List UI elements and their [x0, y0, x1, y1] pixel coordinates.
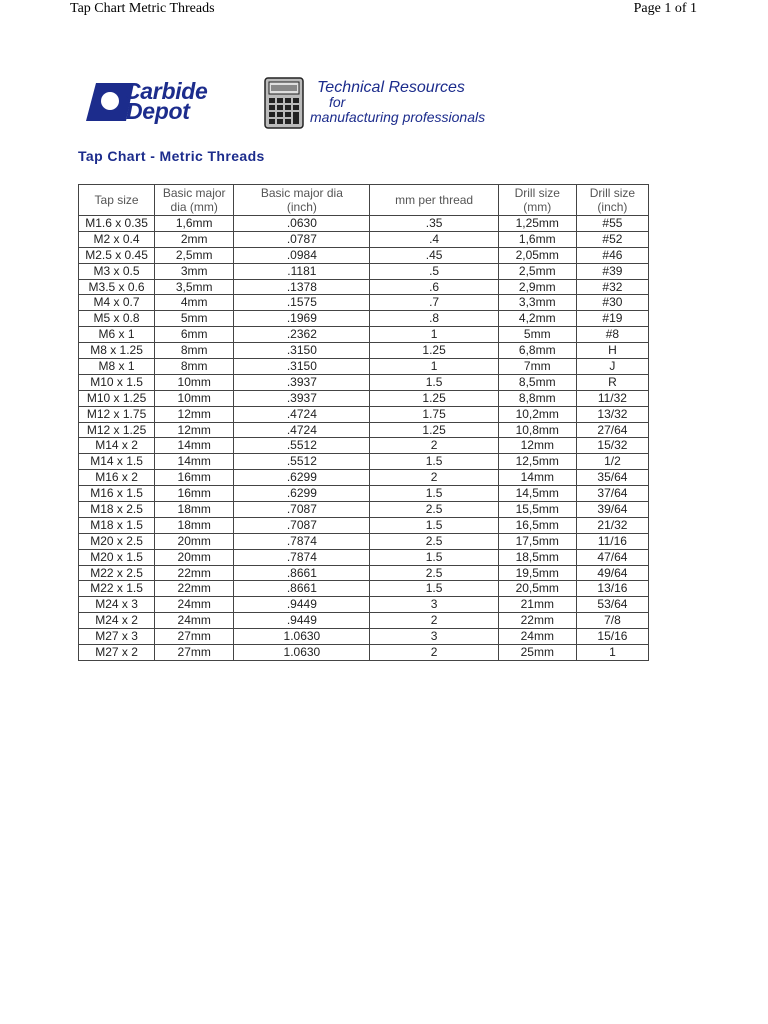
table-cell-basic-major-dia-mm: 14mm: [155, 438, 234, 454]
table-cell-basic-major-dia-inch: .1575: [234, 295, 370, 311]
table-cell-basic-major-dia-inch: .4724: [234, 406, 370, 422]
table-cell-drill-size-mm: 1,25mm: [498, 216, 576, 232]
table-cell-drill-size-inch: 13/32: [576, 406, 648, 422]
table-cell-basic-major-dia-mm: 27mm: [155, 645, 234, 661]
table-cell-mm-per-thread: 3: [370, 629, 498, 645]
column-header-line2: (inch): [597, 200, 628, 214]
table-cell-drill-size-inch: #32: [576, 279, 648, 295]
table-row: [79, 279, 649, 295]
table-cell-tap-size: M20 x 2.5: [79, 533, 155, 549]
table-cell-drill-size-mm: 10,2mm: [498, 406, 576, 422]
table-cell-basic-major-dia-inch: .3150: [234, 343, 370, 359]
table-cell-drill-size-inch: 37/64: [576, 486, 648, 502]
table-cell-mm-per-thread: 2.5: [370, 502, 498, 518]
table-cell-drill-size-inch: 39/64: [576, 502, 648, 518]
table-cell-drill-size-inch: #30: [576, 295, 648, 311]
table-cell-tap-size: M16 x 1.5: [79, 486, 155, 502]
table-cell-mm-per-thread: .5: [370, 263, 498, 279]
table-cell-tap-size: M16 x 2: [79, 470, 155, 486]
table-cell-basic-major-dia-inch: .4724: [234, 422, 370, 438]
table-cell-mm-per-thread: 1.5: [370, 517, 498, 533]
table-cell-basic-major-dia-mm: 18mm: [155, 502, 234, 518]
table-cell-tap-size: M18 x 1.5: [79, 517, 155, 533]
column-header-line2: (mm): [523, 200, 552, 214]
table-cell-tap-size: M2.5 x 0.45: [79, 247, 155, 263]
table-cell-tap-size: M10 x 1.5: [79, 374, 155, 390]
table-cell-drill-size-mm: 8,5mm: [498, 374, 576, 390]
table-cell-drill-size-mm: 6,8mm: [498, 343, 576, 359]
table-cell-drill-size-mm: 18,5mm: [498, 549, 576, 565]
table-cell-mm-per-thread: 2.5: [370, 533, 498, 549]
table-cell-mm-per-thread: 1.25: [370, 422, 498, 438]
table-cell-basic-major-dia-inch: .8661: [234, 581, 370, 597]
table-row: [79, 454, 649, 470]
table-cell-basic-major-dia-mm: 16mm: [155, 486, 234, 502]
table-cell-drill-size-mm: 14mm: [498, 470, 576, 486]
table-cell-mm-per-thread: 2: [370, 438, 498, 454]
table-cell-basic-major-dia-inch: .5512: [234, 454, 370, 470]
column-header-line2: dia (mm): [170, 200, 218, 214]
table-cell-tap-size: M8 x 1: [79, 359, 155, 375]
table-cell-drill-size-mm: 2,5mm: [498, 263, 576, 279]
technical-resources-title: Technical Resources: [317, 79, 465, 96]
table-cell-basic-major-dia-mm: 12mm: [155, 422, 234, 438]
table-cell-mm-per-thread: 1.5: [370, 486, 498, 502]
table-cell-mm-per-thread: 1.5: [370, 454, 498, 470]
table-cell-basic-major-dia-mm: 3mm: [155, 263, 234, 279]
column-header-basic-major-dia-inch: [234, 185, 370, 216]
table-cell-mm-per-thread: .45: [370, 247, 498, 263]
table-cell-basic-major-dia-mm: 16mm: [155, 470, 234, 486]
table-cell-tap-size: M5 x 0.8: [79, 311, 155, 327]
table-cell-tap-size: M1.6 x 0.35: [79, 216, 155, 232]
table-cell-drill-size-inch: 11/32: [576, 390, 648, 406]
table-cell-drill-size-mm: 10,8mm: [498, 422, 576, 438]
table-cell-tap-size: M6 x 1: [79, 327, 155, 343]
technical-resources-for: for: [329, 94, 346, 110]
table-cell-basic-major-dia-mm: 12mm: [155, 406, 234, 422]
table-row: [79, 263, 649, 279]
tap-chart-table: [78, 184, 649, 661]
table-cell-mm-per-thread: 1.25: [370, 390, 498, 406]
table-cell-drill-size-mm: 4,2mm: [498, 311, 576, 327]
column-header-mm-per-thread: [370, 185, 498, 216]
table-row: [79, 359, 649, 375]
table-header-row: [79, 185, 649, 216]
column-header-line1: Basic major: [162, 186, 226, 200]
column-header-line1: Drill size: [514, 186, 560, 200]
table-row: [79, 406, 649, 422]
table-row: [79, 581, 649, 597]
table-cell-mm-per-thread: .7: [370, 295, 498, 311]
table-cell-drill-size-mm: 16,5mm: [498, 517, 576, 533]
table-row: [79, 311, 649, 327]
table-cell-basic-major-dia-inch: .0630: [234, 216, 370, 232]
table-cell-basic-major-dia-mm: 2,5mm: [155, 247, 234, 263]
table-row: [79, 470, 649, 486]
technical-resources-banner: [310, 80, 485, 125]
table-cell-tap-size: M22 x 1.5: [79, 581, 155, 597]
table-cell-basic-major-dia-mm: 10mm: [155, 374, 234, 390]
table-cell-drill-size-inch: #55: [576, 216, 648, 232]
table-cell-drill-size-mm: 24mm: [498, 629, 576, 645]
table-cell-drill-size-inch: 1: [576, 645, 648, 661]
table-cell-tap-size: M14 x 2: [79, 438, 155, 454]
column-header-tap-size: [79, 185, 155, 216]
table-cell-mm-per-thread: 1: [370, 327, 498, 343]
logo-line1: Carbide: [124, 78, 208, 104]
table-cell-drill-size-mm: 2,9mm: [498, 279, 576, 295]
table-cell-drill-size-mm: 14,5mm: [498, 486, 576, 502]
table-cell-tap-size: M20 x 1.5: [79, 549, 155, 565]
table-row: [79, 486, 649, 502]
table-cell-mm-per-thread: 2: [370, 645, 498, 661]
table-cell-drill-size-inch: 7/8: [576, 613, 648, 629]
table-cell-drill-size-mm: 5mm: [498, 327, 576, 343]
table-row: [79, 343, 649, 359]
table-cell-basic-major-dia-mm: 8mm: [155, 359, 234, 375]
table-cell-drill-size-mm: 20,5mm: [498, 581, 576, 597]
column-header-drill-size-inch: [576, 185, 648, 216]
table-cell-drill-size-inch: 1/2: [576, 454, 648, 470]
table-cell-drill-size-inch: 13/16: [576, 581, 648, 597]
table-cell-basic-major-dia-inch: .6299: [234, 486, 370, 502]
table-cell-basic-major-dia-inch: .2362: [234, 327, 370, 343]
table-cell-basic-major-dia-inch: .8661: [234, 565, 370, 581]
table-cell-basic-major-dia-mm: 22mm: [155, 581, 234, 597]
table-cell-tap-size: M3.5 x 0.6: [79, 279, 155, 295]
table-cell-mm-per-thread: .4: [370, 231, 498, 247]
table-cell-basic-major-dia-mm: 8mm: [155, 343, 234, 359]
table-cell-drill-size-mm: 8,8mm: [498, 390, 576, 406]
table-cell-basic-major-dia-mm: 22mm: [155, 565, 234, 581]
table-row: [79, 327, 649, 343]
table-cell-tap-size: M27 x 2: [79, 645, 155, 661]
table-cell-drill-size-mm: 19,5mm: [498, 565, 576, 581]
table-row: [79, 295, 649, 311]
table-cell-drill-size-mm: 7mm: [498, 359, 576, 375]
table-cell-basic-major-dia-inch: .3937: [234, 374, 370, 390]
table-cell-mm-per-thread: 3: [370, 597, 498, 613]
section-title: Tap Chart - Metric Threads: [78, 148, 265, 164]
table-cell-basic-major-dia-mm: 3,5mm: [155, 279, 234, 295]
document-title: Tap Chart Metric Threads: [70, 1, 215, 16]
table-cell-drill-size-inch: #39: [576, 263, 648, 279]
table-cell-basic-major-dia-inch: .1969: [234, 311, 370, 327]
table-cell-tap-size: M3 x 0.5: [79, 263, 155, 279]
table-row: [79, 390, 649, 406]
page-number: Page 1 of 1: [633, 1, 697, 16]
table-cell-drill-size-mm: 12,5mm: [498, 454, 576, 470]
carbide-depot-logo: [86, 78, 244, 125]
table-cell-mm-per-thread: 1.5: [370, 374, 498, 390]
table-cell-tap-size: M24 x 3: [79, 597, 155, 613]
table-cell-mm-per-thread: 2: [370, 613, 498, 629]
table-cell-drill-size-mm: 1,6mm: [498, 231, 576, 247]
table-cell-tap-size: M27 x 3: [79, 629, 155, 645]
table-cell-drill-size-inch: R: [576, 374, 648, 390]
table-cell-mm-per-thread: 1.75: [370, 406, 498, 422]
table-cell-basic-major-dia-inch: .1181: [234, 263, 370, 279]
table-cell-tap-size: M2 x 0.4: [79, 231, 155, 247]
table-cell-basic-major-dia-inch: .7874: [234, 549, 370, 565]
table-cell-basic-major-dia-inch: .3150: [234, 359, 370, 375]
table-cell-mm-per-thread: 1: [370, 359, 498, 375]
table-cell-basic-major-dia-mm: 4mm: [155, 295, 234, 311]
table-row: [79, 565, 649, 581]
table-cell-drill-size-inch: 53/64: [576, 597, 648, 613]
table-cell-drill-size-inch: 15/16: [576, 629, 648, 645]
table-cell-basic-major-dia-inch: .0984: [234, 247, 370, 263]
logo-line2: Depot: [126, 98, 190, 124]
table-cell-basic-major-dia-inch: .7087: [234, 502, 370, 518]
table-cell-drill-size-inch: 15/32: [576, 438, 648, 454]
table-row: [79, 517, 649, 533]
table-cell-drill-size-mm: 25mm: [498, 645, 576, 661]
table-cell-drill-size-inch: 21/32: [576, 517, 648, 533]
table-cell-drill-size-inch: #8: [576, 327, 648, 343]
table-cell-tap-size: M10 x 1.25: [79, 390, 155, 406]
table-cell-basic-major-dia-mm: 5mm: [155, 311, 234, 327]
table-cell-drill-size-inch: #19: [576, 311, 648, 327]
table-cell-tap-size: M22 x 2.5: [79, 565, 155, 581]
column-header-line1: Tap size: [94, 193, 139, 207]
table-cell-mm-per-thread: 2.5: [370, 565, 498, 581]
table-cell-drill-size-inch: 47/64: [576, 549, 648, 565]
table-cell-drill-size-inch: #46: [576, 247, 648, 263]
table-cell-mm-per-thread: .8: [370, 311, 498, 327]
table-cell-basic-major-dia-mm: 24mm: [155, 613, 234, 629]
table-cell-drill-size-mm: 12mm: [498, 438, 576, 454]
table-cell-basic-major-dia-inch: .0787: [234, 231, 370, 247]
table-cell-basic-major-dia-inch: .7874: [234, 533, 370, 549]
table-row: [79, 374, 649, 390]
table-cell-drill-size-inch: 11/16: [576, 533, 648, 549]
table-row: [79, 502, 649, 518]
table-cell-basic-major-dia-mm: 20mm: [155, 533, 234, 549]
table-cell-drill-size-mm: 22mm: [498, 613, 576, 629]
table-cell-drill-size-inch: 49/64: [576, 565, 648, 581]
table-cell-mm-per-thread: 1.5: [370, 549, 498, 565]
table-row: [79, 216, 649, 232]
table-row: [79, 247, 649, 263]
table-cell-drill-size-mm: 15,5mm: [498, 502, 576, 518]
table-cell-basic-major-dia-inch: .5512: [234, 438, 370, 454]
table-cell-tap-size: M4 x 0.7: [79, 295, 155, 311]
column-header-line1: Basic major dia: [260, 186, 343, 200]
table-cell-basic-major-dia-mm: 10mm: [155, 390, 234, 406]
table-cell-drill-size-mm: 2,05mm: [498, 247, 576, 263]
table-cell-drill-size-inch: 27/64: [576, 422, 648, 438]
table-cell-basic-major-dia-inch: 1.0630: [234, 645, 370, 661]
table-row: [79, 549, 649, 565]
column-header-drill-size-mm: [498, 185, 576, 216]
table-cell-basic-major-dia-inch: .1378: [234, 279, 370, 295]
table-cell-drill-size-mm: 3,3mm: [498, 295, 576, 311]
table-cell-tap-size: M12 x 1.75: [79, 406, 155, 422]
table-row: [79, 438, 649, 454]
table-row: [79, 645, 649, 661]
table-cell-basic-major-dia-mm: 6mm: [155, 327, 234, 343]
table-cell-drill-size-inch: #52: [576, 231, 648, 247]
table-cell-drill-size-inch: H: [576, 343, 648, 359]
table-cell-drill-size-mm: 17,5mm: [498, 533, 576, 549]
table-cell-mm-per-thread: 1.25: [370, 343, 498, 359]
table-row: [79, 629, 649, 645]
table-cell-basic-major-dia-inch: 1.0630: [234, 629, 370, 645]
table-cell-basic-major-dia-mm: 24mm: [155, 597, 234, 613]
table-cell-basic-major-dia-mm: 14mm: [155, 454, 234, 470]
table-cell-basic-major-dia-mm: 1,6mm: [155, 216, 234, 232]
table-row: [79, 533, 649, 549]
table-row: [79, 422, 649, 438]
table-cell-drill-size-mm: 21mm: [498, 597, 576, 613]
page-header: [0, 0, 768, 20]
column-header-line1: mm per thread: [395, 193, 474, 207]
table-cell-basic-major-dia-mm: 20mm: [155, 549, 234, 565]
table-cell-basic-major-dia-inch: .7087: [234, 517, 370, 533]
table-row: [79, 231, 649, 247]
table-cell-mm-per-thread: 1.5: [370, 581, 498, 597]
technical-resources-subtitle: manufacturing professionals: [310, 109, 486, 125]
table-cell-drill-size-inch: 35/64: [576, 470, 648, 486]
table-cell-tap-size: M14 x 1.5: [79, 454, 155, 470]
column-header-line1: Drill size: [589, 186, 636, 200]
calculator-icon: [264, 77, 304, 129]
table-cell-tap-size: M12 x 1.25: [79, 422, 155, 438]
table-cell-basic-major-dia-inch: .9449: [234, 597, 370, 613]
table-cell-mm-per-thread: .6: [370, 279, 498, 295]
column-header-line2: (inch): [286, 200, 317, 214]
table-row: [79, 597, 649, 613]
table-cell-basic-major-dia-mm: 27mm: [155, 629, 234, 645]
table-row: [79, 613, 649, 629]
table-cell-basic-major-dia-mm: 18mm: [155, 517, 234, 533]
table-cell-mm-per-thread: .35: [370, 216, 498, 232]
table-cell-basic-major-dia-inch: .6299: [234, 470, 370, 486]
column-header-basic-major-dia-mm: [155, 185, 234, 216]
table-cell-basic-major-dia-inch: .3937: [234, 390, 370, 406]
table-cell-tap-size: M8 x 1.25: [79, 343, 155, 359]
table-cell-tap-size: M18 x 2.5: [79, 502, 155, 518]
table-cell-basic-major-dia-mm: 2mm: [155, 231, 234, 247]
table-cell-tap-size: M24 x 2: [79, 613, 155, 629]
table-cell-basic-major-dia-inch: .9449: [234, 613, 370, 629]
table-cell-drill-size-inch: J: [576, 359, 648, 375]
table-cell-mm-per-thread: 2: [370, 470, 498, 486]
